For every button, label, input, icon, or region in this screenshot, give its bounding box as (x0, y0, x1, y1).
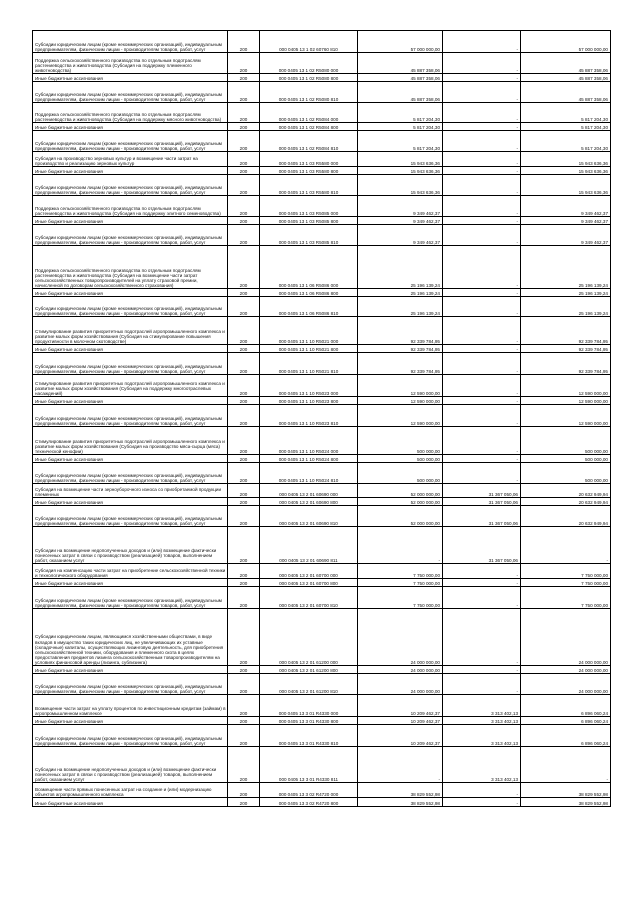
budget-execution-table (32, 30, 611, 807)
row-kbk-cell: 000 0405 13 1 03 R5085 810 (260, 225, 358, 246)
row-executed-cell: 3 313 402,13 (443, 725, 521, 747)
table-row (33, 217, 611, 225)
table-row (33, 463, 611, 484)
row-approved-cell: 9 349 462,37 (358, 225, 443, 246)
row-name-cell: Поддержка сельскохозяйственного производства по отдельным подотраслям растениеводства и животноводства (Субсидия на поддержку племенного животноводства) (33, 53, 228, 74)
table-row (33, 484, 611, 498)
row-name-cell: Поддержка сельскохозяйственного производства по отдельным подотраслям растениеводства и животноводства (Субсидия на поддержку элитного семеноводства) (33, 196, 228, 217)
row-name-cell: Возмещение части затрат на уплату процентов по инвестиционным кредитам (займам) в агропромышленном комплексе (33, 695, 228, 717)
row-code-cell: 200 (228, 289, 260, 297)
row-executed-cell: - (443, 353, 521, 375)
row-approved-cell: 500 000,00 (358, 455, 443, 463)
row-executed-cell: - (443, 167, 521, 175)
table-row (33, 666, 611, 674)
row-name-cell: Субсидии юридическим лицам (кроме некоммерческих организаций), индивидуальным предпринимателям, физическим лицам - производителям товаров, работ, услуг (33, 587, 228, 609)
row-code-cell: 200 (228, 506, 260, 527)
row-executed-cell: - (443, 463, 521, 484)
row-approved-cell: 57 000 000,00 (358, 31, 443, 53)
table-row (33, 131, 611, 152)
table-row (33, 317, 611, 345)
row-name-cell: Иные бюджетные ассигнования (33, 455, 228, 463)
row-executed-cell: - (443, 74, 521, 82)
row-code-cell: 200 (228, 783, 260, 798)
row-executed-cell: - (443, 455, 521, 463)
row-approved-cell: 24 000 000,00 (358, 674, 443, 695)
row-remaining-cell: 38 829 552,98 (521, 783, 611, 798)
row-name-cell: Субсидии юридическим лицам (кроме некоммерческих организаций), индивидуальным предпринимателям, физическим лицам - производителям товаров, работ, услуг (33, 463, 228, 484)
row-remaining-cell: 45 887 358,06 (521, 74, 611, 82)
row-code-cell: 200 (228, 152, 260, 167)
row-approved-cell: 45 887 358,06 (358, 82, 443, 103)
row-approved-cell: 92 339 784,95 (358, 345, 443, 353)
row-executed-cell: - (443, 783, 521, 798)
row-executed-cell: - (443, 196, 521, 217)
table-row (33, 289, 611, 297)
row-executed-cell: 31 367 050,06 (443, 498, 521, 506)
row-remaining-cell: 92 339 784,95 (521, 353, 611, 375)
row-remaining-cell: 92 339 784,95 (521, 317, 611, 345)
row-name-cell: Субсидии юридическим лицам (кроме некоммерческих организаций), индивидуальным предпринимателям, физическим лицам - производителям товаров, работ, услуг (33, 175, 228, 196)
row-name-cell: Субсидии юридическим лицам (кроме некоммерческих организаций), индивидуальным предпринимателям, физическим лицам - производителям товаров, работ, услуг (33, 353, 228, 375)
row-name-cell: Стимулирование развития приоритетных подотраслей агропромышленного комплекса и развитие малых форм хозяйствования (Субсидия на стимулирование повышения продуктивности в молочном скотоводстве) (33, 317, 228, 345)
table-row (33, 175, 611, 196)
row-kbk-cell: 000 0405 13 2 01 60690 000 (260, 484, 358, 498)
row-executed-cell: - (443, 564, 521, 579)
row-kbk-cell: 000 0405 13 3 01 R4330 800 (260, 717, 358, 725)
row-approved-cell: 45 887 358,06 (358, 74, 443, 82)
row-executed-cell: - (443, 345, 521, 353)
row-approved-cell: 5 817 204,30 (358, 103, 443, 123)
row-name-cell: Стимулирование развития приоритетных подотраслей агропромышленного комплекса и развитие малых форм хозяйствования (Субсидия на производство мяса-сырца (мяса) технической кенофии) (33, 427, 228, 455)
row-kbk-cell: 000 0405 13 2 01 60700 800 (260, 579, 358, 587)
table-row (33, 167, 611, 175)
row-remaining-cell: 24 000 000,00 (521, 609, 611, 666)
row-code-cell: 200 (228, 498, 260, 506)
row-remaining-cell: - (521, 527, 611, 564)
row-approved-cell: 10 209 462,37 (358, 725, 443, 747)
row-name-cell: Субсидии юридическим лицам (кроме некоммерческих организаций), индивидуальным предпринимателям, физическим лицам - производителям товаров, работ, услуг (33, 225, 228, 246)
row-approved-cell: 500 000,00 (358, 427, 443, 455)
row-remaining-cell: 500 000,00 (521, 463, 611, 484)
row-code-cell: 200 (228, 484, 260, 498)
row-name-cell: Иные бюджетные ассигнования (33, 717, 228, 725)
row-approved-cell: 25 196 139,24 (358, 297, 443, 317)
row-code-cell: 200 (228, 217, 260, 225)
row-approved-cell: 92 339 784,95 (358, 317, 443, 345)
row-remaining-cell: 7 750 000,00 (521, 579, 611, 587)
row-executed-cell: - (443, 53, 521, 74)
row-approved-cell: 12 590 000,00 (358, 375, 443, 397)
row-name-cell: Иные бюджетные ассигнования (33, 798, 228, 807)
table-row (33, 427, 611, 455)
row-name-cell: Субсидия на производство зерновых культур и возмещение части затрат на производство и реализацию зерновых культур (33, 152, 228, 167)
row-remaining-cell: 9 349 462,37 (521, 196, 611, 217)
row-kbk-cell: 000 0405 13 2 01 60690 800 (260, 498, 358, 506)
table-row (33, 196, 611, 217)
row-code-cell: 200 (228, 564, 260, 579)
row-executed-cell: - (443, 246, 521, 289)
row-kbk-cell: 000 0405 13 1 10 R5023 000 (260, 375, 358, 397)
row-remaining-cell: 6 896 060,24 (521, 717, 611, 725)
row-remaining-cell: 45 887 358,06 (521, 82, 611, 103)
row-code-cell: 200 (228, 666, 260, 674)
row-remaining-cell: - (521, 747, 611, 783)
row-kbk-cell: 000 0405 13 1 02 60760 810 (260, 31, 358, 53)
row-name-cell: Субсидии на возмещение недополученных доходов и (или) возмещение фактически понесенных затрат в связи с производством (реализацией) товаров, выполнением работ, оказанием услуг (33, 527, 228, 564)
row-approved-cell: 7 750 000,00 (358, 579, 443, 587)
row-kbk-cell: 000 0405 13 2 01 60700 000 (260, 564, 358, 579)
row-remaining-cell: 20 632 949,94 (521, 498, 611, 506)
row-code-cell: 200 (228, 353, 260, 375)
table-row (33, 798, 611, 807)
row-code-cell: 200 (228, 196, 260, 217)
row-kbk-cell: 000 0405 13 1 10 R5024 000 (260, 427, 358, 455)
row-remaining-cell: 25 196 139,24 (521, 297, 611, 317)
row-code-cell: 200 (228, 725, 260, 747)
row-executed-cell: - (443, 609, 521, 666)
row-remaining-cell: 20 632 949,94 (521, 484, 611, 498)
row-approved-cell: 7 750 000,00 (358, 587, 443, 609)
row-remaining-cell: 9 349 462,37 (521, 225, 611, 246)
row-remaining-cell: 20 632 949,94 (521, 506, 611, 527)
table-row (33, 123, 611, 131)
row-executed-cell: - (443, 152, 521, 167)
row-kbk-cell: 000 0405 13 1 06 R5086 000 (260, 246, 358, 289)
row-executed-cell: - (443, 82, 521, 103)
row-remaining-cell: 24 000 000,00 (521, 674, 611, 695)
row-kbk-cell: 000 0405 13 1 02 R5080 810 (260, 82, 358, 103)
table-row (33, 353, 611, 375)
table-row (33, 246, 611, 289)
row-kbk-cell: 000 0405 13 1 10 R5023 800 (260, 397, 358, 405)
row-executed-cell: 31 367 050,06 (443, 484, 521, 498)
row-code-cell: 200 (228, 31, 260, 53)
row-executed-cell: 3 313 402,13 (443, 695, 521, 717)
row-approved-cell: 15 943 636,36 (358, 167, 443, 175)
table-row (33, 725, 611, 747)
row-executed-cell: - (443, 289, 521, 297)
row-approved-cell: 52 000 000,00 (358, 484, 443, 498)
row-code-cell: 200 (228, 427, 260, 455)
row-remaining-cell: 15 943 636,36 (521, 175, 611, 196)
row-executed-cell: - (443, 674, 521, 695)
row-remaining-cell: 38 829 552,98 (521, 798, 611, 807)
table-row (33, 527, 611, 564)
row-executed-cell: - (443, 375, 521, 397)
row-executed-cell: 3 313 402,13 (443, 717, 521, 725)
row-name-cell: Субсидии юридическим лицам (кроме некоммерческих организаций), индивидуальным предпринимателям, физическим лицам - производителям товаров, работ, услуг (33, 405, 228, 427)
row-executed-cell: - (443, 225, 521, 246)
row-remaining-cell: 500 000,00 (521, 455, 611, 463)
table-row (33, 579, 611, 587)
row-remaining-cell: 92 339 784,95 (521, 345, 611, 353)
row-approved-cell: 5 817 204,30 (358, 123, 443, 131)
row-approved-cell: 10 209 462,37 (358, 717, 443, 725)
row-approved-cell: 12 590 000,00 (358, 405, 443, 427)
row-remaining-cell: 7 750 000,00 (521, 587, 611, 609)
row-kbk-cell: 000 0405 13 1 02 R5084 000 (260, 103, 358, 123)
row-code-cell: 200 (228, 587, 260, 609)
row-code-cell: 200 (228, 527, 260, 564)
row-kbk-cell: 000 0405 13 1 10 R5021 800 (260, 345, 358, 353)
table-row (33, 345, 611, 353)
row-kbk-cell: 000 0405 13 2 01 61200 800 (260, 666, 358, 674)
row-name-cell: Иные бюджетные ассигнования (33, 217, 228, 225)
row-code-cell: 200 (228, 317, 260, 345)
row-code-cell: 200 (228, 579, 260, 587)
row-kbk-cell: 000 0405 13 2 01 61200 810 (260, 674, 358, 695)
row-code-cell: 200 (228, 717, 260, 725)
row-kbk-cell: 000 0405 13 3 01 R4330 811 (260, 747, 358, 783)
row-name-cell: Субсидии юридическим лицам, являющимся хозяйственными обществами, в виде вкладов в имущество таких юридических лиц, не увеличивающих их уставные (складочные) капиталы, осуществляющих лизинговую деятельность, для приобретения сельскохозяйственной техники, оборудования и племенного скота в целях предоставления предметов лизинга сельскохозяйственным товаропроизводителям на условиях финансовой аренды (лизинга, сублизинга) (33, 609, 228, 666)
row-name-cell: Поддержка сельскохозяйственного производства по отдельным подотраслям растениеводства и животноводства (Субсидия на возмещение части затрат сельскохозяйственных товаропроизводителей на уплату страховой премии, начисленной по договорам сельскохозяйственного страхования) (33, 246, 228, 289)
row-remaining-cell: 12 590 000,00 (521, 397, 611, 405)
table-row (33, 695, 611, 717)
row-remaining-cell: 12 590 000,00 (521, 375, 611, 397)
budget-table-page (32, 30, 610, 807)
row-executed-cell: 3 313 402,13 (443, 747, 521, 783)
row-approved-cell: 9 349 462,37 (358, 196, 443, 217)
row-kbk-cell: 000 0405 13 3 02 R4720 000 (260, 783, 358, 798)
row-executed-cell: - (443, 131, 521, 152)
row-remaining-cell: 12 590 000,00 (521, 405, 611, 427)
row-name-cell: Субсидии юридическим лицам (кроме некоммерческих организаций), индивидуальным предпринимателям, физическим лицам - производителям товаров, работ, услуг (33, 725, 228, 747)
row-remaining-cell: 6 896 060,24 (521, 725, 611, 747)
table-row (33, 674, 611, 695)
row-remaining-cell: 500 000,00 (521, 427, 611, 455)
row-executed-cell: - (443, 317, 521, 345)
row-code-cell: 200 (228, 674, 260, 695)
row-code-cell: 200 (228, 131, 260, 152)
row-approved-cell: 52 000 000,00 (358, 506, 443, 527)
table-row (33, 506, 611, 527)
row-approved-cell: 15 943 636,36 (358, 152, 443, 167)
table-row (33, 587, 611, 609)
row-code-cell: 200 (228, 397, 260, 405)
row-executed-cell: 31 367 050,06 (443, 527, 521, 564)
table-row (33, 783, 611, 798)
row-executed-cell: - (443, 123, 521, 131)
row-name-cell: Возмещение части прямых понесенных затрат на создание и (или) модернизацию объектов агропромышленного комплекса (33, 783, 228, 798)
row-code-cell: 200 (228, 123, 260, 131)
row-executed-cell: - (443, 587, 521, 609)
row-executed-cell: - (443, 798, 521, 807)
row-name-cell: Иные бюджетные ассигнования (33, 74, 228, 82)
table-row (33, 225, 611, 246)
row-code-cell: 200 (228, 747, 260, 783)
row-name-cell: Субсидии юридическим лицам (кроме некоммерческих организаций), индивидуальным предпринимателям, физическим лицам - производителям товаров, работ, услуг (33, 506, 228, 527)
row-remaining-cell: 15 943 636,36 (521, 152, 611, 167)
row-code-cell: 200 (228, 53, 260, 74)
row-approved-cell: 24 000 000,00 (358, 609, 443, 666)
row-approved-cell: 10 209 462,37 (358, 695, 443, 717)
row-executed-cell: - (443, 397, 521, 405)
row-kbk-cell: 000 0405 13 1 06 R5086 800 (260, 289, 358, 297)
row-kbk-cell: 000 0405 13 1 02 R5084 810 (260, 131, 358, 152)
table-row (33, 564, 611, 579)
row-executed-cell: - (443, 297, 521, 317)
row-kbk-cell: 000 0405 13 1 02 R5080 000 (260, 53, 358, 74)
row-approved-cell: 500 000,00 (358, 463, 443, 484)
row-kbk-cell: 000 0405 13 1 02 R5084 800 (260, 123, 358, 131)
row-approved-cell: - (358, 527, 443, 564)
row-approved-cell: 38 829 552,98 (358, 798, 443, 807)
row-approved-cell: 5 817 204,30 (358, 131, 443, 152)
table-row (33, 455, 611, 463)
row-code-cell: 200 (228, 345, 260, 353)
table-row (33, 717, 611, 725)
row-approved-cell: 15 943 636,36 (358, 175, 443, 196)
row-code-cell: 200 (228, 609, 260, 666)
row-name-cell: Иные бюджетные ассигнования (33, 167, 228, 175)
row-name-cell: Иные бюджетные ассигнования (33, 345, 228, 353)
row-name-cell: Субсидии юридическим лицам (кроме некоммерческих организаций), индивидуальным предпринимателям, физическим лицам - производителям товаров, работ, услуг (33, 82, 228, 103)
row-code-cell: 200 (228, 405, 260, 427)
row-name-cell: Иные бюджетные ассигнования (33, 123, 228, 131)
row-kbk-cell: 000 0405 13 1 10 R5021 000 (260, 317, 358, 345)
row-executed-cell: 31 367 050,06 (443, 506, 521, 527)
row-name-cell: Иные бюджетные ассигнования (33, 579, 228, 587)
table-row (33, 152, 611, 167)
row-code-cell: 200 (228, 246, 260, 289)
row-approved-cell: - (358, 747, 443, 783)
row-name-cell: Субсидии юридическим лицам (кроме некоммерческих организаций), индивидуальным предпринимателям, физическим лицам - производителям товаров, работ, услуг (33, 131, 228, 152)
row-executed-cell: - (443, 175, 521, 196)
row-approved-cell: 24 000 000,00 (358, 666, 443, 674)
row-approved-cell: 92 339 784,95 (358, 353, 443, 375)
table-row (33, 405, 611, 427)
table-row (33, 375, 611, 397)
row-name-cell: Субсидии юридическим лицам (кроме некоммерческих организаций), индивидуальным предпринимателям, физическим лицам - производителям товаров, работ, услуг (33, 31, 228, 53)
row-code-cell: 200 (228, 103, 260, 123)
row-executed-cell: - (443, 579, 521, 587)
row-executed-cell: - (443, 405, 521, 427)
row-kbk-cell: 000 0405 13 3 02 R4720 800 (260, 798, 358, 807)
row-kbk-cell: 000 0405 13 1 10 R5024 800 (260, 455, 358, 463)
row-name-cell: Иные бюджетные ассигнования (33, 289, 228, 297)
table-row (33, 747, 611, 783)
row-name-cell: Иные бюджетные ассигнования (33, 397, 228, 405)
row-name-cell: Субсидия на компенсацию части затрат на приобретение сельскохозяйственной техники и технологического оборудования (33, 564, 228, 579)
row-kbk-cell: 000 0405 13 1 10 R5023 810 (260, 405, 358, 427)
row-kbk-cell: 000 0405 13 2 01 60690 811 (260, 527, 358, 564)
row-name-cell: Субсидии юридическим лицам (кроме некоммерческих организаций), индивидуальным предпринимателям, физическим лицам - производителям товаров, работ, услуг (33, 674, 228, 695)
row-kbk-cell: 000 0405 13 2 01 61200 000 (260, 609, 358, 666)
row-remaining-cell: 5 817 204,30 (521, 131, 611, 152)
row-approved-cell: 52 000 000,00 (358, 498, 443, 506)
row-kbk-cell: 000 0405 13 1 02 R5080 800 (260, 74, 358, 82)
row-approved-cell: 25 196 139,24 (358, 246, 443, 289)
row-code-cell: 200 (228, 297, 260, 317)
row-kbk-cell: 000 0405 13 2 01 60690 810 (260, 506, 358, 527)
row-code-cell: 200 (228, 375, 260, 397)
row-remaining-cell: 9 349 462,37 (521, 217, 611, 225)
table-row (33, 609, 611, 666)
row-approved-cell: 25 196 139,24 (358, 289, 443, 297)
row-kbk-cell: 000 0405 13 1 03 R5085 000 (260, 196, 358, 217)
table-row (33, 397, 611, 405)
row-code-cell: 200 (228, 74, 260, 82)
row-name-cell: Стимулирование развития приоритетных подотраслей агропромышленного комплекса и развитие малых форм хозяйствования (Субсидия на поддержку многоотраслевых насаждений) (33, 375, 228, 397)
row-remaining-cell: 24 000 000,00 (521, 666, 611, 674)
row-name-cell: Субсидии на возмещение недополученных доходов и (или) возмещение фактически понесенных затрат в связи с производством (реализацией) товаров, выполнением работ, оказанием услуг (33, 747, 228, 783)
row-remaining-cell: 25 196 139,24 (521, 246, 611, 289)
row-code-cell: 200 (228, 798, 260, 807)
row-code-cell: 200 (228, 175, 260, 196)
row-name-cell: Иные бюджетные ассигнования (33, 498, 228, 506)
row-name-cell: Иные бюджетные ассигнования (33, 666, 228, 674)
table-body (33, 31, 611, 807)
row-remaining-cell: 15 943 636,36 (521, 167, 611, 175)
row-remaining-cell: 5 817 204,30 (521, 123, 611, 131)
row-approved-cell: 45 887 358,06 (358, 53, 443, 74)
row-executed-cell: - (443, 427, 521, 455)
row-executed-cell: - (443, 666, 521, 674)
row-kbk-cell: 000 0405 13 3 01 R4330 000 (260, 695, 358, 717)
row-code-cell: 200 (228, 695, 260, 717)
row-name-cell: Субсидии юридическим лицам (кроме некоммерческих организаций), индивидуальным предпринимателям, физическим лицам - производителям товаров, работ, услуг (33, 297, 228, 317)
row-remaining-cell: 6 896 060,24 (521, 695, 611, 717)
row-kbk-cell: 000 0405 13 1 10 R5021 810 (260, 353, 358, 375)
row-remaining-cell: 57 000 000,00 (521, 31, 611, 53)
table-row (33, 31, 611, 53)
row-kbk-cell: 000 0405 13 1 06 R5086 810 (260, 297, 358, 317)
table-row (33, 297, 611, 317)
row-kbk-cell: 000 0405 13 1 10 R5024 810 (260, 463, 358, 484)
row-approved-cell: 7 750 000,00 (358, 564, 443, 579)
row-kbk-cell: 000 0405 13 1 03 R5085 800 (260, 217, 358, 225)
row-code-cell: 200 (228, 463, 260, 484)
row-kbk-cell: 000 0405 13 1 03 R5580 810 (260, 175, 358, 196)
table-row (33, 82, 611, 103)
table-row (33, 498, 611, 506)
table-row (33, 103, 611, 123)
row-executed-cell: - (443, 103, 521, 123)
row-kbk-cell: 000 0405 13 1 03 R5580 000 (260, 152, 358, 167)
row-kbk-cell: 000 0405 13 2 01 60700 810 (260, 587, 358, 609)
table-row (33, 53, 611, 74)
row-name-cell: Субсидия на возмещение части зерноуборочного износа со приобретаемой продукции племенных (33, 484, 228, 498)
row-remaining-cell: 5 817 204,30 (521, 103, 611, 123)
table-row (33, 74, 611, 82)
row-code-cell: 200 (228, 455, 260, 463)
row-remaining-cell: 7 750 000,00 (521, 564, 611, 579)
row-remaining-cell: 25 196 139,24 (521, 289, 611, 297)
row-remaining-cell: 45 887 358,06 (521, 53, 611, 74)
row-code-cell: 200 (228, 225, 260, 246)
row-approved-cell: 38 829 552,98 (358, 783, 443, 798)
row-kbk-cell: 000 0405 13 1 03 R5580 800 (260, 167, 358, 175)
row-code-cell: 200 (228, 167, 260, 175)
row-approved-cell: 9 349 462,37 (358, 217, 443, 225)
row-approved-cell: 12 590 000,00 (358, 397, 443, 405)
row-executed-cell: - (443, 31, 521, 53)
row-name-cell: Поддержка сельскохозяйственного производства по отдельным подотраслям растениеводства и животноводства (Субсидия на поддержку мясного животноводства) (33, 103, 228, 123)
row-code-cell: 200 (228, 82, 260, 103)
row-executed-cell: - (443, 217, 521, 225)
row-kbk-cell: 000 0405 13 3 01 R4330 810 (260, 725, 358, 747)
